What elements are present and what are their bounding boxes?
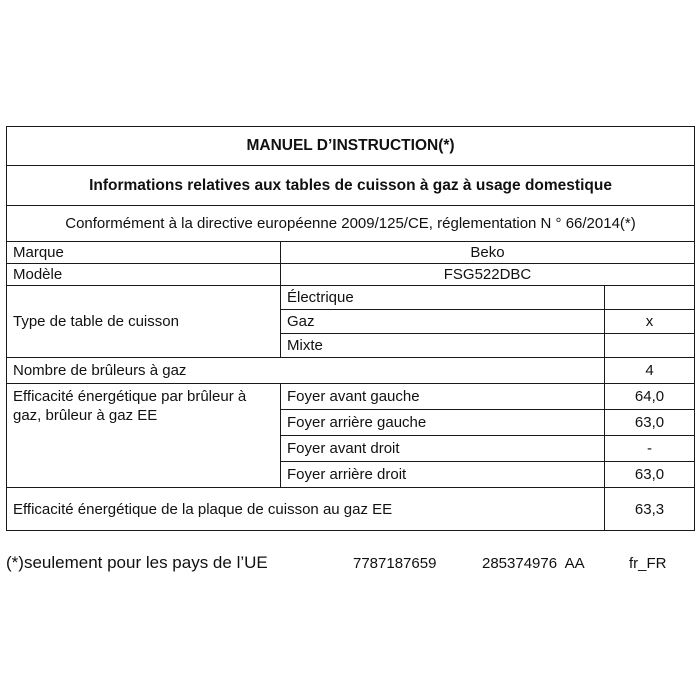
model-label: Modèle: [7, 264, 281, 286]
type-label: Type de table de cuisson: [7, 286, 281, 358]
type-option-name: Électrique: [281, 286, 605, 310]
burner-efficiency: 63,0: [605, 410, 695, 436]
plate-row: [7, 488, 695, 531]
plate-value: 63,3: [605, 488, 695, 531]
burner-name: Foyer avant gauche: [281, 384, 605, 410]
subtitle-row: [7, 166, 695, 206]
brand-row: [7, 242, 695, 264]
footer: [6, 553, 694, 577]
plate-label: Efficacité énergétique de la plaque de cuisson au gaz EE: [7, 488, 605, 531]
efficiency-row-front-left: [7, 384, 695, 410]
footer-code-1: 7787187659: [353, 555, 437, 572]
burner-name: Foyer avant droit: [281, 436, 605, 462]
type-option-value: [605, 286, 695, 310]
type-option-name: Mixte: [281, 334, 605, 358]
burner-efficiency: -: [605, 436, 695, 462]
burner-efficiency: 63,0: [605, 462, 695, 488]
brand-value: Beko: [281, 242, 695, 264]
spec-table: [6, 126, 695, 531]
burners-label: Nombre de brûleurs à gaz: [7, 358, 605, 384]
efficiency-label: Efficacité énergétique par brûleur à gaz, brûleur à gaz EE: [7, 384, 281, 488]
document-title: MANUEL D’INSTRUCTION(*): [7, 127, 695, 166]
type-option-value: x: [605, 310, 695, 334]
footer-locale: fr_FR: [629, 555, 667, 572]
burners-value: 4: [605, 358, 695, 384]
directive-text: Conformément à la directive européenne 2009/125/CE, réglementation N ° 66/2014(*): [7, 206, 695, 242]
burner-name: Foyer arrière droit: [281, 462, 605, 488]
title-row: [7, 127, 695, 166]
type-option-name: Gaz: [281, 310, 605, 334]
footer-code-2: 285374976 AA: [482, 555, 585, 572]
burners-row: [7, 358, 695, 384]
burner-name: Foyer arrière gauche: [281, 410, 605, 436]
footer-note: (*)seulement pour les pays de l’UE: [6, 553, 268, 572]
spec-sheet: [6, 126, 694, 531]
directive-row: [7, 206, 695, 242]
model-value: FSG522DBC: [281, 264, 695, 286]
type-option-value: [605, 334, 695, 358]
document-subtitle: Informations relatives aux tables de cuisson à gaz à usage domestique: [7, 166, 695, 206]
brand-label: Marque: [7, 242, 281, 264]
burner-efficiency: 64,0: [605, 384, 695, 410]
type-row-electric: [7, 286, 695, 310]
model-row: [7, 264, 695, 286]
